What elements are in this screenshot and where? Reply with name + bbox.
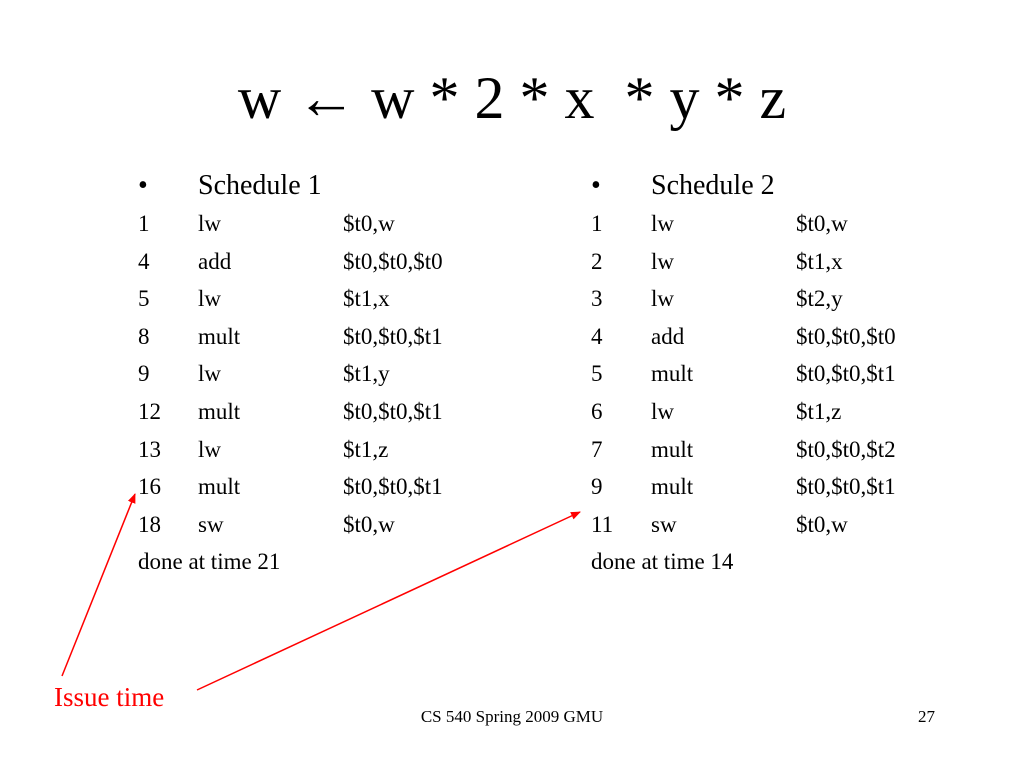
- page-number: 27: [918, 707, 935, 726]
- issue-cycle: 12: [138, 398, 161, 424]
- issue-cycle: 13: [138, 436, 161, 462]
- opcode: add: [651, 323, 685, 349]
- operands: $t0,w: [343, 211, 395, 236]
- operands: $t0,$t0,$t1: [343, 474, 443, 500]
- issue-cycle: 5: [138, 286, 150, 312]
- operands: $t0,w: [796, 511, 848, 537]
- operands: $t1,x: [343, 286, 390, 312]
- bullet-icon: •: [138, 170, 148, 201]
- issue-cycle: 11: [591, 511, 614, 537]
- opcode: lw: [198, 286, 221, 312]
- opcode: lw: [651, 286, 674, 312]
- opcode: mult: [651, 361, 694, 387]
- opcode: sw: [651, 511, 677, 537]
- schedule-heading-text: Schedule 2: [651, 170, 775, 201]
- operands: $t0,w: [796, 211, 848, 236]
- slide-title: w ← w * 2 * x * y * z: [237, 65, 787, 131]
- issue-cycle: 1: [591, 211, 603, 236]
- opcode: mult: [198, 474, 241, 500]
- operands: $t1,z: [343, 436, 389, 462]
- issue-cycle: 9: [591, 474, 603, 500]
- opcode: mult: [651, 474, 694, 500]
- issue-cycle: 1: [138, 211, 150, 236]
- opcode: sw: [198, 511, 224, 537]
- issue-cycle: 16: [138, 474, 161, 500]
- opcode: lw: [198, 361, 221, 387]
- issue-cycle: 9: [138, 361, 150, 387]
- issue-cycle: 8: [138, 323, 150, 349]
- operands: $t0,$t0,$t1: [796, 474, 896, 500]
- issue-cycle: 5: [591, 361, 603, 387]
- schedule-heading-text: Schedule 1: [198, 170, 322, 201]
- arrow-to-schedule-2: [197, 512, 580, 690]
- opcode: mult: [198, 323, 241, 349]
- issue-cycle: 4: [138, 248, 150, 274]
- issue-cycle: 7: [591, 436, 603, 462]
- opcode: lw: [198, 211, 221, 236]
- operands: $t0,w: [343, 511, 395, 537]
- opcode: lw: [651, 248, 674, 274]
- arrow-to-schedule-1: [62, 494, 135, 676]
- done-time: done at time 14: [591, 549, 734, 575]
- operands: $t0,$t0,$t1: [343, 398, 443, 424]
- opcode: mult: [651, 436, 694, 462]
- operands: $t0,$t0,$t2: [796, 436, 896, 462]
- opcode: lw: [651, 211, 674, 236]
- opcode: lw: [651, 398, 674, 424]
- done-time: done at time 21: [138, 549, 281, 575]
- issue-cycle: 4: [591, 323, 603, 349]
- operands: $t1,x: [796, 248, 843, 274]
- operands: $t0,$t0,$t1: [796, 361, 896, 387]
- opcode: add: [198, 248, 232, 274]
- footer-course: CS 540 Spring 2009 GMU: [420, 707, 604, 726]
- operands: $t1,y: [343, 361, 390, 387]
- operands: $t0,$t0,$t1: [343, 323, 443, 349]
- issue-cycle: 3: [591, 286, 603, 312]
- operands: $t0,$t0,$t0: [343, 248, 443, 274]
- issue-cycle: 6: [591, 398, 603, 424]
- operands: $t1,z: [796, 398, 842, 424]
- bullet-icon: •: [591, 170, 601, 201]
- opcode: lw: [198, 436, 221, 462]
- opcode: mult: [198, 398, 241, 424]
- operands: $t2,y: [796, 286, 843, 312]
- issue-time-label: Issue time: [54, 682, 165, 712]
- issue-cycle: 18: [138, 511, 161, 537]
- issue-cycle: 2: [591, 248, 603, 274]
- operands: $t0,$t0,$t0: [796, 323, 896, 349]
